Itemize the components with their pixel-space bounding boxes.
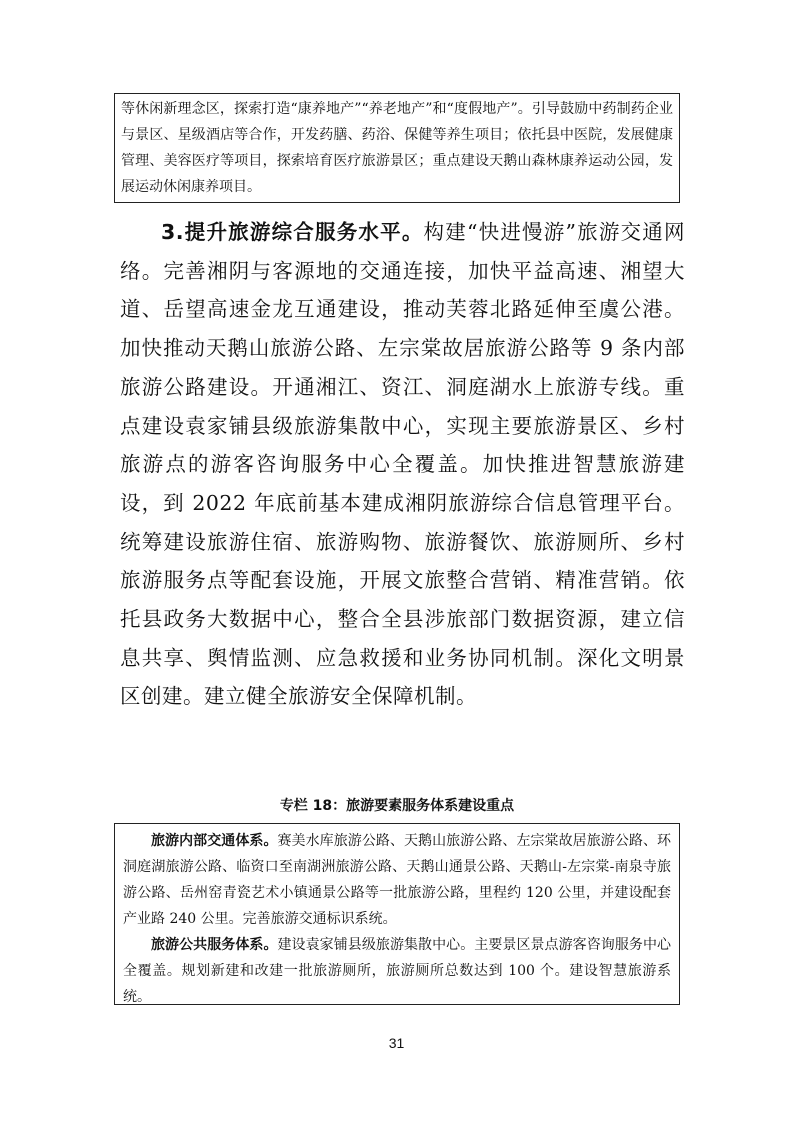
sidebar-box bbox=[114, 823, 680, 1005]
sidebar-item-text: 建设袁家铺县级旅游集散中心。主要景区景点游客咨询服务中心全覆盖。规划新建和改建一批旅游厕所，旅游厕所总数达到 100 个。建设智慧旅游系统。 bbox=[123, 937, 671, 1005]
sidebar-item-transport bbox=[123, 828, 671, 932]
sidebar-caption: 专栏 18：旅游要素服务体系建设重点 bbox=[279, 798, 515, 814]
top-box-text: 等休闲新理念区，探索打造“康养地产”“养老地产”和“度假地产”。引导鼓励中药制药企业与景区、星级酒店等合作，开发药膳、药浴、保健等养生项目；依托县中医院，发展健康管理、美容医疗等项目，探索培育医疗旅游景区；重点建设天鹅山森林康养运动公园，发展运动休闲康养项目。 bbox=[121, 101, 673, 195]
section-heading: 3.提升旅游综合服务水平。 bbox=[161, 220, 424, 244]
sidebar-item-public-service bbox=[123, 932, 671, 1010]
sidebar-item-title: 旅游公共服务体系。 bbox=[151, 937, 278, 953]
page-number: 31 bbox=[388, 1035, 405, 1051]
sidebar-item-text: 赛美水库旅游公路、天鹅山旅游公路、左宗棠故居旅游公路、环洞庭湖旅游公路、临资口至南湖洲旅游公路、天鹅山通景公路、天鹅山-左宗棠-南泉寺旅游公路、岳州窑青瓷艺术小镇通景公路等一批旅游公路，里程约 120 公里，并建设配套产业路 240 公里。完善旅游交通标识系统。 bbox=[123, 833, 671, 927]
sidebar-item-title: 旅游内部交通体系。 bbox=[151, 833, 278, 849]
section-body: 构建“快进慢游”旅游交通网络。完善湘阴与客源地的交通连接，加快平益高速、湘望大道、岳望高速金龙互通建设，推动芙蓉北路延伸至虞公港。加快推动天鹅山旅游公路、左宗棠故居旅游公路等 9 条内部旅游公路建设。开通湘江、资江、洞庭湖水上旅游专线。重点建设袁家铺县级旅游集散中心，实现主要旅游景区、乡村旅游点的游客咨询服务中心全覆盖。加快推进智慧旅游建设，到 2022 年底前基本建成湘阴旅游综合信息管理平台。统筹建设旅游住宿、旅游购物、旅游餐饮、旅游厕所、乡村旅游服务点等配套设施，开展文旅整合营销、精准营销。依托县政务大数据中心，整合全县涉旅部门数据资源，建立信息共享、舆情监测、应急救援和业务协同机制。深化文明景区创建。建立健全旅游安全保障机制。 bbox=[120, 220, 685, 709]
section-paragraph bbox=[120, 213, 685, 716]
top-text-box bbox=[114, 93, 680, 203]
